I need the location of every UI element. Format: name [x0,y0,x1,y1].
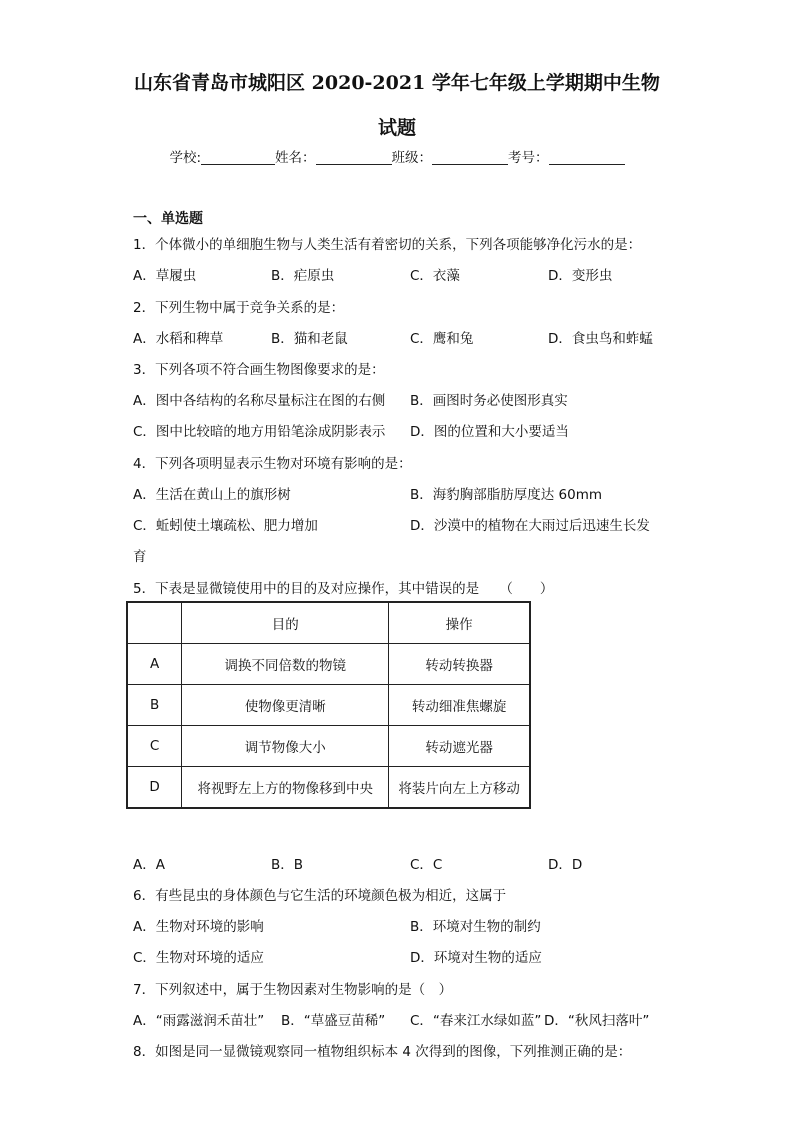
table-header-row [127,602,530,644]
document-title: 山东省青岛市城阳区 2020-2021 学年七年级上学期期中生物 [134,72,660,94]
question-3-option-c: C．图中比较暗的地方用铅笔涂成阴影表示 [133,424,386,440]
question-1-option-c: C．衣藻 [410,268,460,284]
question-6-option-a: A．生物对环境的影响 [133,919,264,935]
question-7-option-c: C．“春来江水绿如蓝” [410,1013,542,1029]
question-5-option-a: A．A [133,857,165,873]
id-blank[interactable] [549,150,625,165]
question-2-stem: 2．下列生物中属于竞争关系的是： [133,300,345,316]
school-blank[interactable] [201,150,275,165]
question-5-stem: 5．下表是显微镜使用中的目的及对应操作，其中错误的是 （ ） [133,581,554,597]
table-cell: 将装片向左上方移动 [389,767,530,809]
name-label: 姓名： [275,150,316,166]
question-6-option-c: C．生物对环境的适应 [133,950,264,966]
question-4-option-c: C．蚯蚓使土壤疏松、肥力增加 [133,518,318,534]
question-4-option-a: A．生活在黄山上的旗形树 [133,487,291,503]
table-cell: B [127,685,182,726]
question-7-option-d: D．“秋风扫落叶” [544,1013,650,1029]
table-header-cell: 操作 [389,602,530,644]
question-4-option-b: B．海豹胸部脂肪厚度达 60mm [410,487,603,503]
question-8-stem: 8．如图是同一显微镜观察同一植物组织标本 4 次得到的图像，下列推测正确的是： [133,1044,632,1060]
question-2-option-b: B．猫和老鼠 [271,331,348,347]
table-cell: 调节物像大小 [182,726,389,767]
table-header-cell: 目的 [182,602,389,644]
question-4-option-d-continued: 育 [133,549,147,565]
question-5-option-b: B．B [271,857,304,873]
question-1-option-d: D．变形虫 [548,268,613,284]
table-cell: 转动转换器 [389,644,530,685]
table-header-cell [127,602,182,644]
table-row [127,767,530,809]
table-cell: 使物像更清晰 [182,685,389,726]
question-2-option-d: D．食虫鸟和蚱蜢 [548,331,653,347]
table-row [127,644,530,685]
class-blank[interactable] [432,150,508,165]
section-heading: 一、单选题 [133,211,203,227]
id-label: 考号： [508,150,549,166]
question-1-stem: 1．个体微小的单细胞生物与人类生活有着密切的关系，下列各项能够净化污水的是： [133,237,642,253]
question-6-stem: 6．有些昆虫的身体颜色与它生活的环境颜色极为相近，这属于 [133,888,507,904]
question-6-option-d: D．环境对生物的适应 [410,950,542,966]
table-cell: 转动遮光器 [389,726,530,767]
document-title-continued: 试题 [377,117,416,139]
question-3-option-b: B．画图时务必使图形真实 [410,393,568,409]
name-blank[interactable] [316,150,392,165]
question-4-option-d: D．沙漠中的植物在大雨过后迅速生长发 [410,518,650,534]
table-row [127,685,530,726]
question-1-option-b: B．疟原虫 [271,268,335,284]
class-label: 班级： [391,150,433,166]
table-cell: 将视野左上方的物像移到中央 [182,767,389,809]
table-cell: A [127,644,182,685]
question-7-option-a: A．“雨露滋润禾苗壮” [133,1013,265,1029]
table-row [127,726,530,767]
question-1-option-a: A．草履虫 [133,268,197,284]
table-cell: 转动细准焦螺旋 [389,685,530,726]
question-2-option-a: A．水稻和稗草 [133,331,224,347]
question-3-option-a: A．图中各结构的名称尽量标注在图的右侧 [133,393,386,409]
question-5-option-c: C．C [410,857,443,873]
microscope-table [126,601,531,809]
table-cell: C [127,726,182,767]
question-7-stem: 7．下列叙述中，属于生物因素对生物影响的是（ ） [133,982,453,998]
question-2-option-c: C．鹰和兔 [410,331,474,347]
question-3-stem: 3．下列各项不符合画生物图像要求的是： [133,362,385,378]
question-6-option-b: B．环境对生物的制约 [410,919,541,935]
question-7-option-b: B．“草盛豆苗稀” [281,1013,386,1029]
table-cell: D [127,767,182,809]
question-4-stem: 4．下列各项明显表示生物对环境有影响的是： [133,456,412,472]
school-label: 学校: [169,150,202,166]
table-cell: 调换不同倍数的物镜 [182,644,389,685]
student-info-line [0,146,794,166]
question-5-option-d: D．D [548,857,583,873]
question-3-option-d: D．图的位置和大小要适当 [410,424,569,440]
